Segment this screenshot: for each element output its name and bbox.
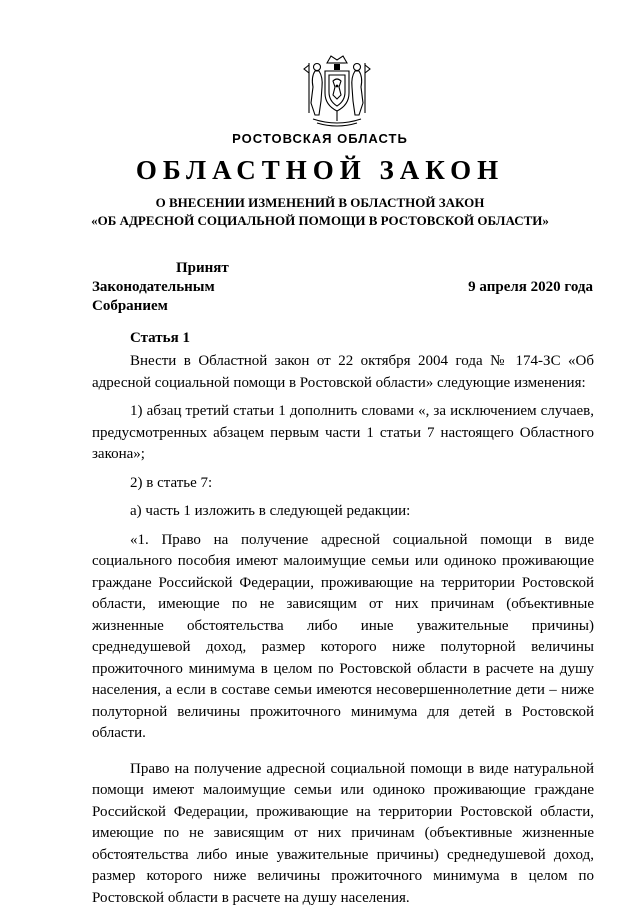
adoption-block <box>92 259 292 316</box>
coat-of-arms-icon <box>303 53 371 129</box>
paragraph: 1) абзац третий статьи 1 дополнить словами «, за исключением случаев, предусмотренных абзацем первым части 1 статьи 7 настоящего Областного закона»; <box>92 403 594 462</box>
subtitle-line-1: О ВНЕСЕНИИ ИЗМЕНЕНИЙ В ОБЛАСТНОЙ ЗАКОН <box>155 195 485 210</box>
subtitle-line-2: «ОБ АДРЕСНОЙ СОЦИАЛЬНОЙ ПОМОЩИ В РОСТОВСКОЙ ОБЛАСТИ» <box>91 213 549 228</box>
paragraph: Внести в Областной закон от 22 октября 2004 года № 174-ЗС «Об адресной социальной помощи в Ростовской области» следующие изменения: <box>92 353 594 391</box>
adoption-date: 9 апреля 2020 года <box>468 279 593 295</box>
paragraph: 2) в статье 7: <box>130 474 213 491</box>
paragraph: «1. Право на получение адресной социальной помощи в виде социального пособия имеют малоимущие семьи или одиноко проживающие граждане Российской Федерации, проживающие на территории Ростовской области, имеющие по не зависящим от них причинам (объективные жизненные обстоятельства либо иные уважительные причины) среднедушевой доход, размер которого ниже полуторной величины прожиточного минимума в целом по Ростовской области в расчете на душу населения, а если в составе семьи имеются несовершеннолетние дети – ниже полуторной величины прожиточного минимума для детей в Ростовской области. <box>92 531 594 741</box>
paragraph: а) часть 1 изложить в следующей редакции: <box>130 503 411 519</box>
adopted-label: Принят <box>176 260 229 276</box>
article-heading: Статья 1 <box>130 330 190 346</box>
article-body <box>92 351 594 916</box>
region-name: РОСТОВСКАЯ ОБЛАСТЬ <box>232 131 408 146</box>
law-title: ОБЛАСТНОЙ ЗАКОН <box>135 155 505 185</box>
paragraph: Право на получение адресной социальной помощи в виде натуральной помощи имеют малоимущие семьи или одиноко проживающие граждане Российской Федерации, проживающие на территории Ростовской области, имеющие по не зависящим от них причинам (объективные жизненные обстоятельства либо иные уважительные причины) среднедушевой доход, размер которого ниже величины прожиточного минимума в целом по Ростовской области в расчете на душу населения. <box>92 760 594 906</box>
adopted-by: Законодательным Собранием <box>92 279 215 314</box>
law-subtitle <box>0 194 640 230</box>
